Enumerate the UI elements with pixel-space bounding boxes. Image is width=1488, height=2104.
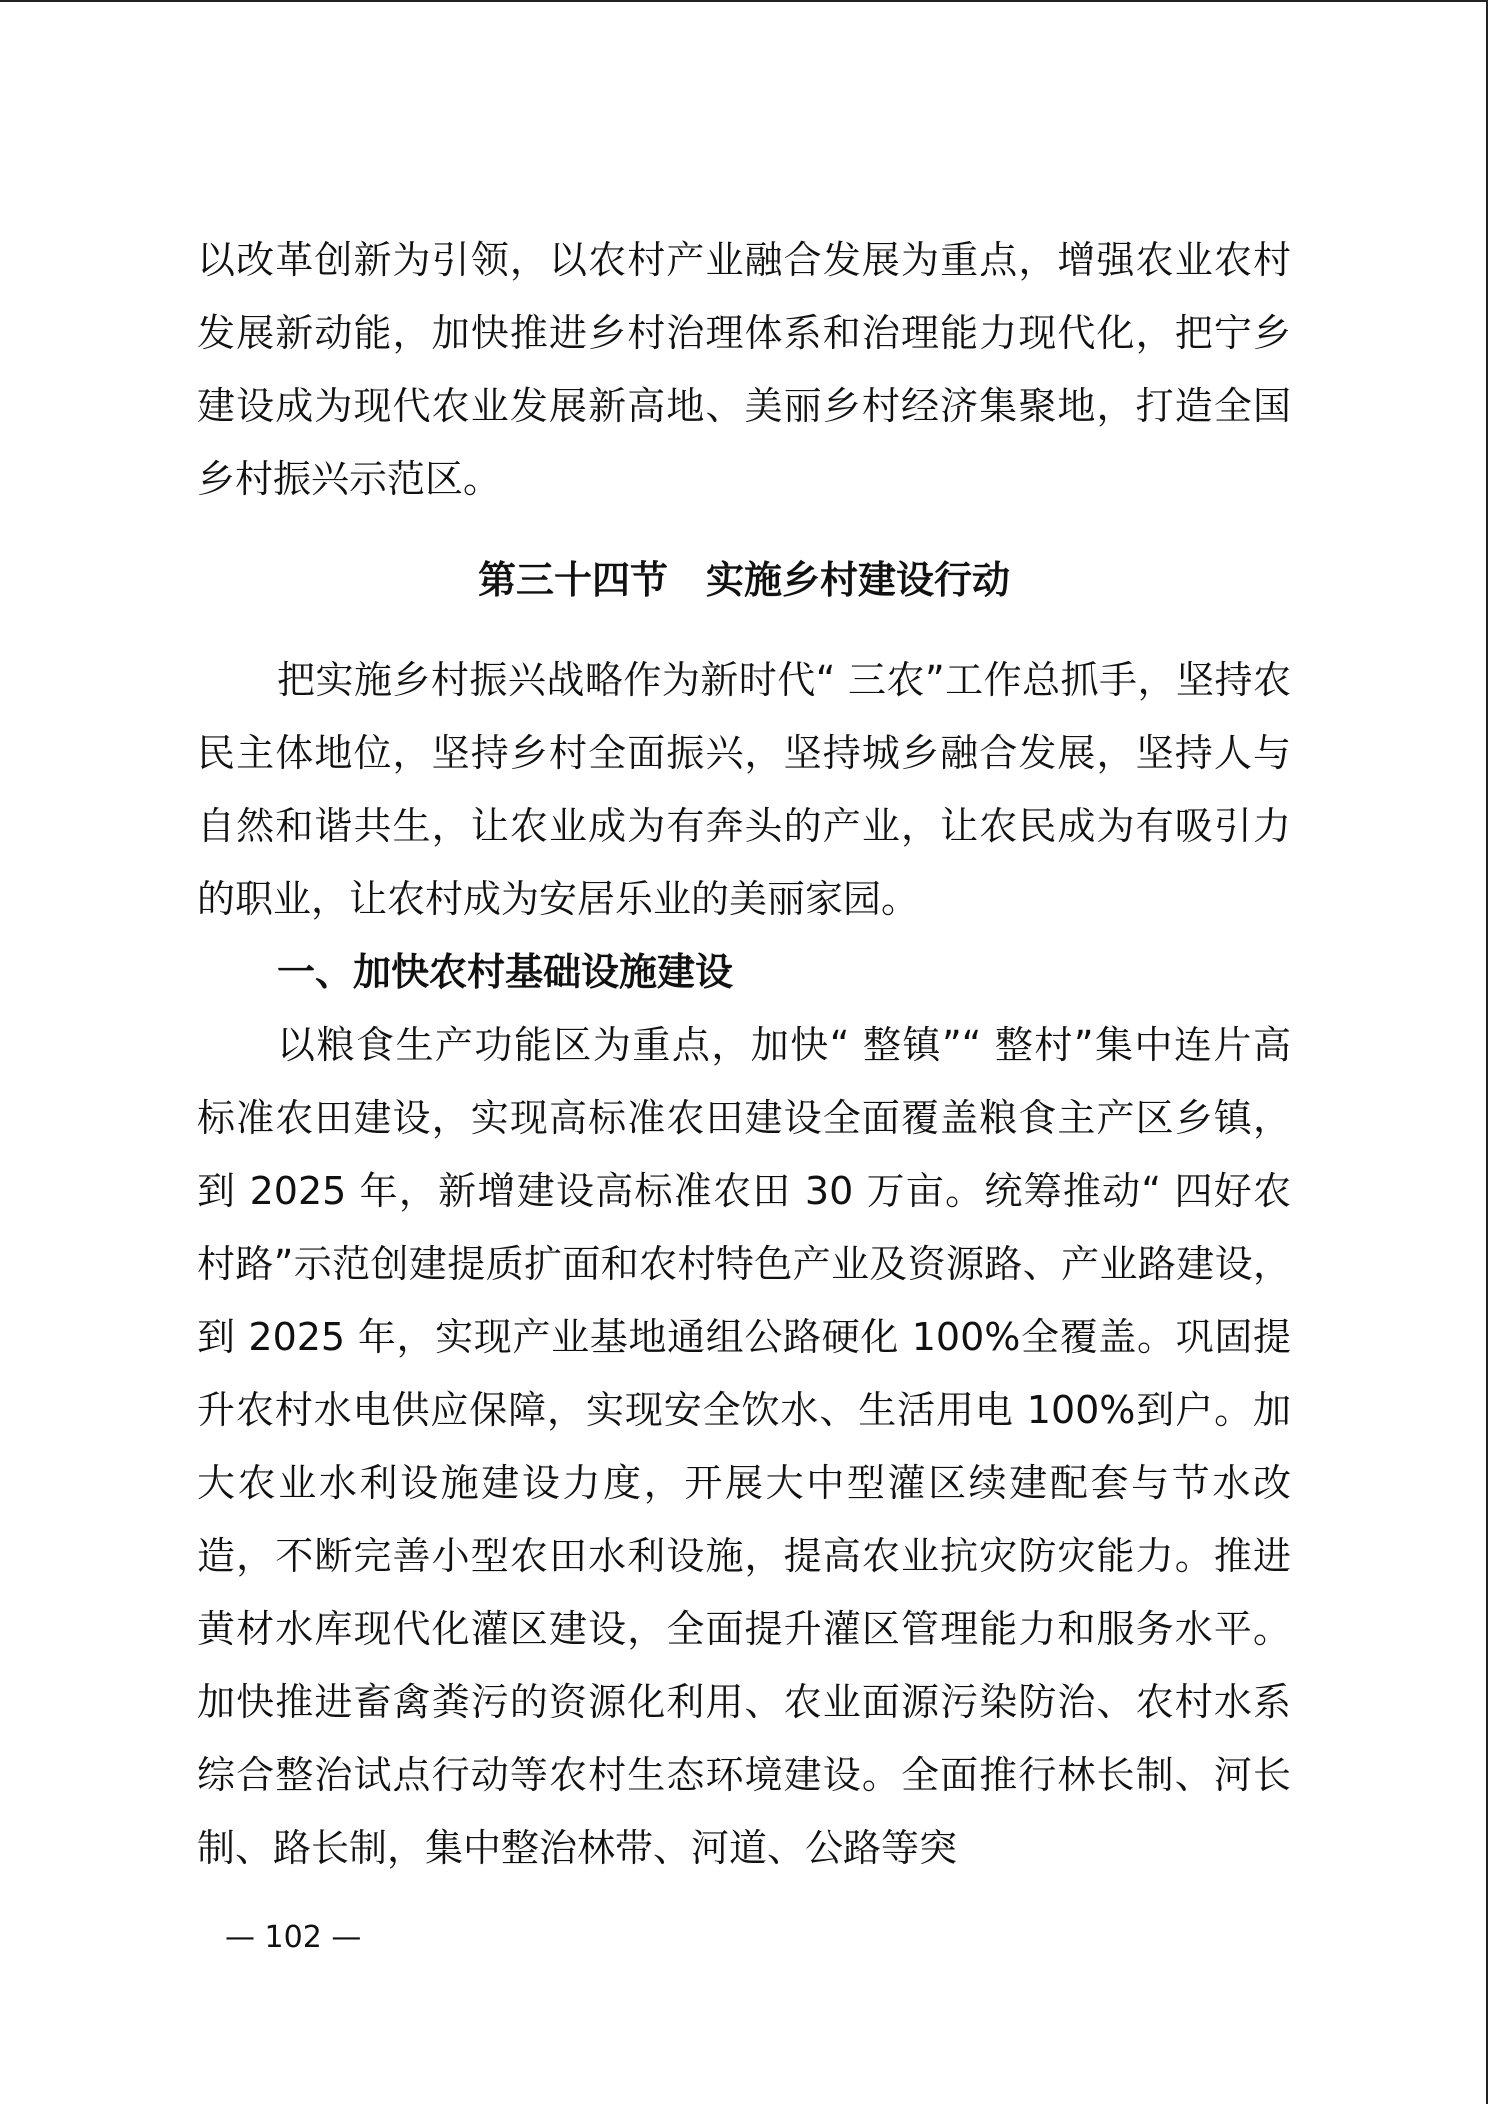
intro-paragraph: 把实施乡村振兴战略作为新时代“ 三农”工作总抓手，坚持农民主体地位，坚持乡村全面振兴，坚持城乡融合发展，坚持人与自然和谐共生，让农业成为有奔头的产业，让农民成为有吸引力的职业，让农村成为安居乐业的美丽家园。 [197,658,1291,921]
page-top-border [0,0,1488,2]
document-body [197,224,1291,1885]
subheading: 一、加快农村基础设施建设 [277,950,734,994]
section-title: 第三十四节 实施乡村建设行动 [477,558,1010,602]
page-number: — 102 — [225,1920,362,1955]
opening-paragraph: 以改革创新为引领，以农村产业融合发展为重点，增强农业农村发展新动能，加快推进乡村治理体系和治理能力现代化，把宁乡建设成为现代农业发展新高地、美丽乡村经济集聚地，打造全国乡村振兴示范区。 [197,238,1291,501]
body-paragraph: 以粮食生产功能区为重点，加快“ 整镇”“ 整村”集中连片高标准农田建设，实现高标准农田建设全面覆盖粮食主产区乡镇，到 2025 年，新增建设高标准农田 30 万亩。统筹推动“ 四好农村路”示范创建提质扩面和农村特色产业及资源路、产业路建设，到 2025 年，实现产业基地通组公路硬化 100%全覆盖。巩固提升农村水电供应保障，实现安全饮水、生活用电 100%到户。加大农业水利设施建设力度，开展大中型灌区续建配套与节水改造，不断完善小型农田水利设施，提高农业抗灾防灾能力。推进黄材水库现代化灌区建设，全面提升灌区管理能力和服务水平。加快推进畜禽粪污的资源化利用、农业面源污染防治、农村水系综合整治试点行动等农村生态环境建设。全面推行林长制、河长制、路长制，集中整治林带、河道、公路等突 [197,1023,1291,1870]
